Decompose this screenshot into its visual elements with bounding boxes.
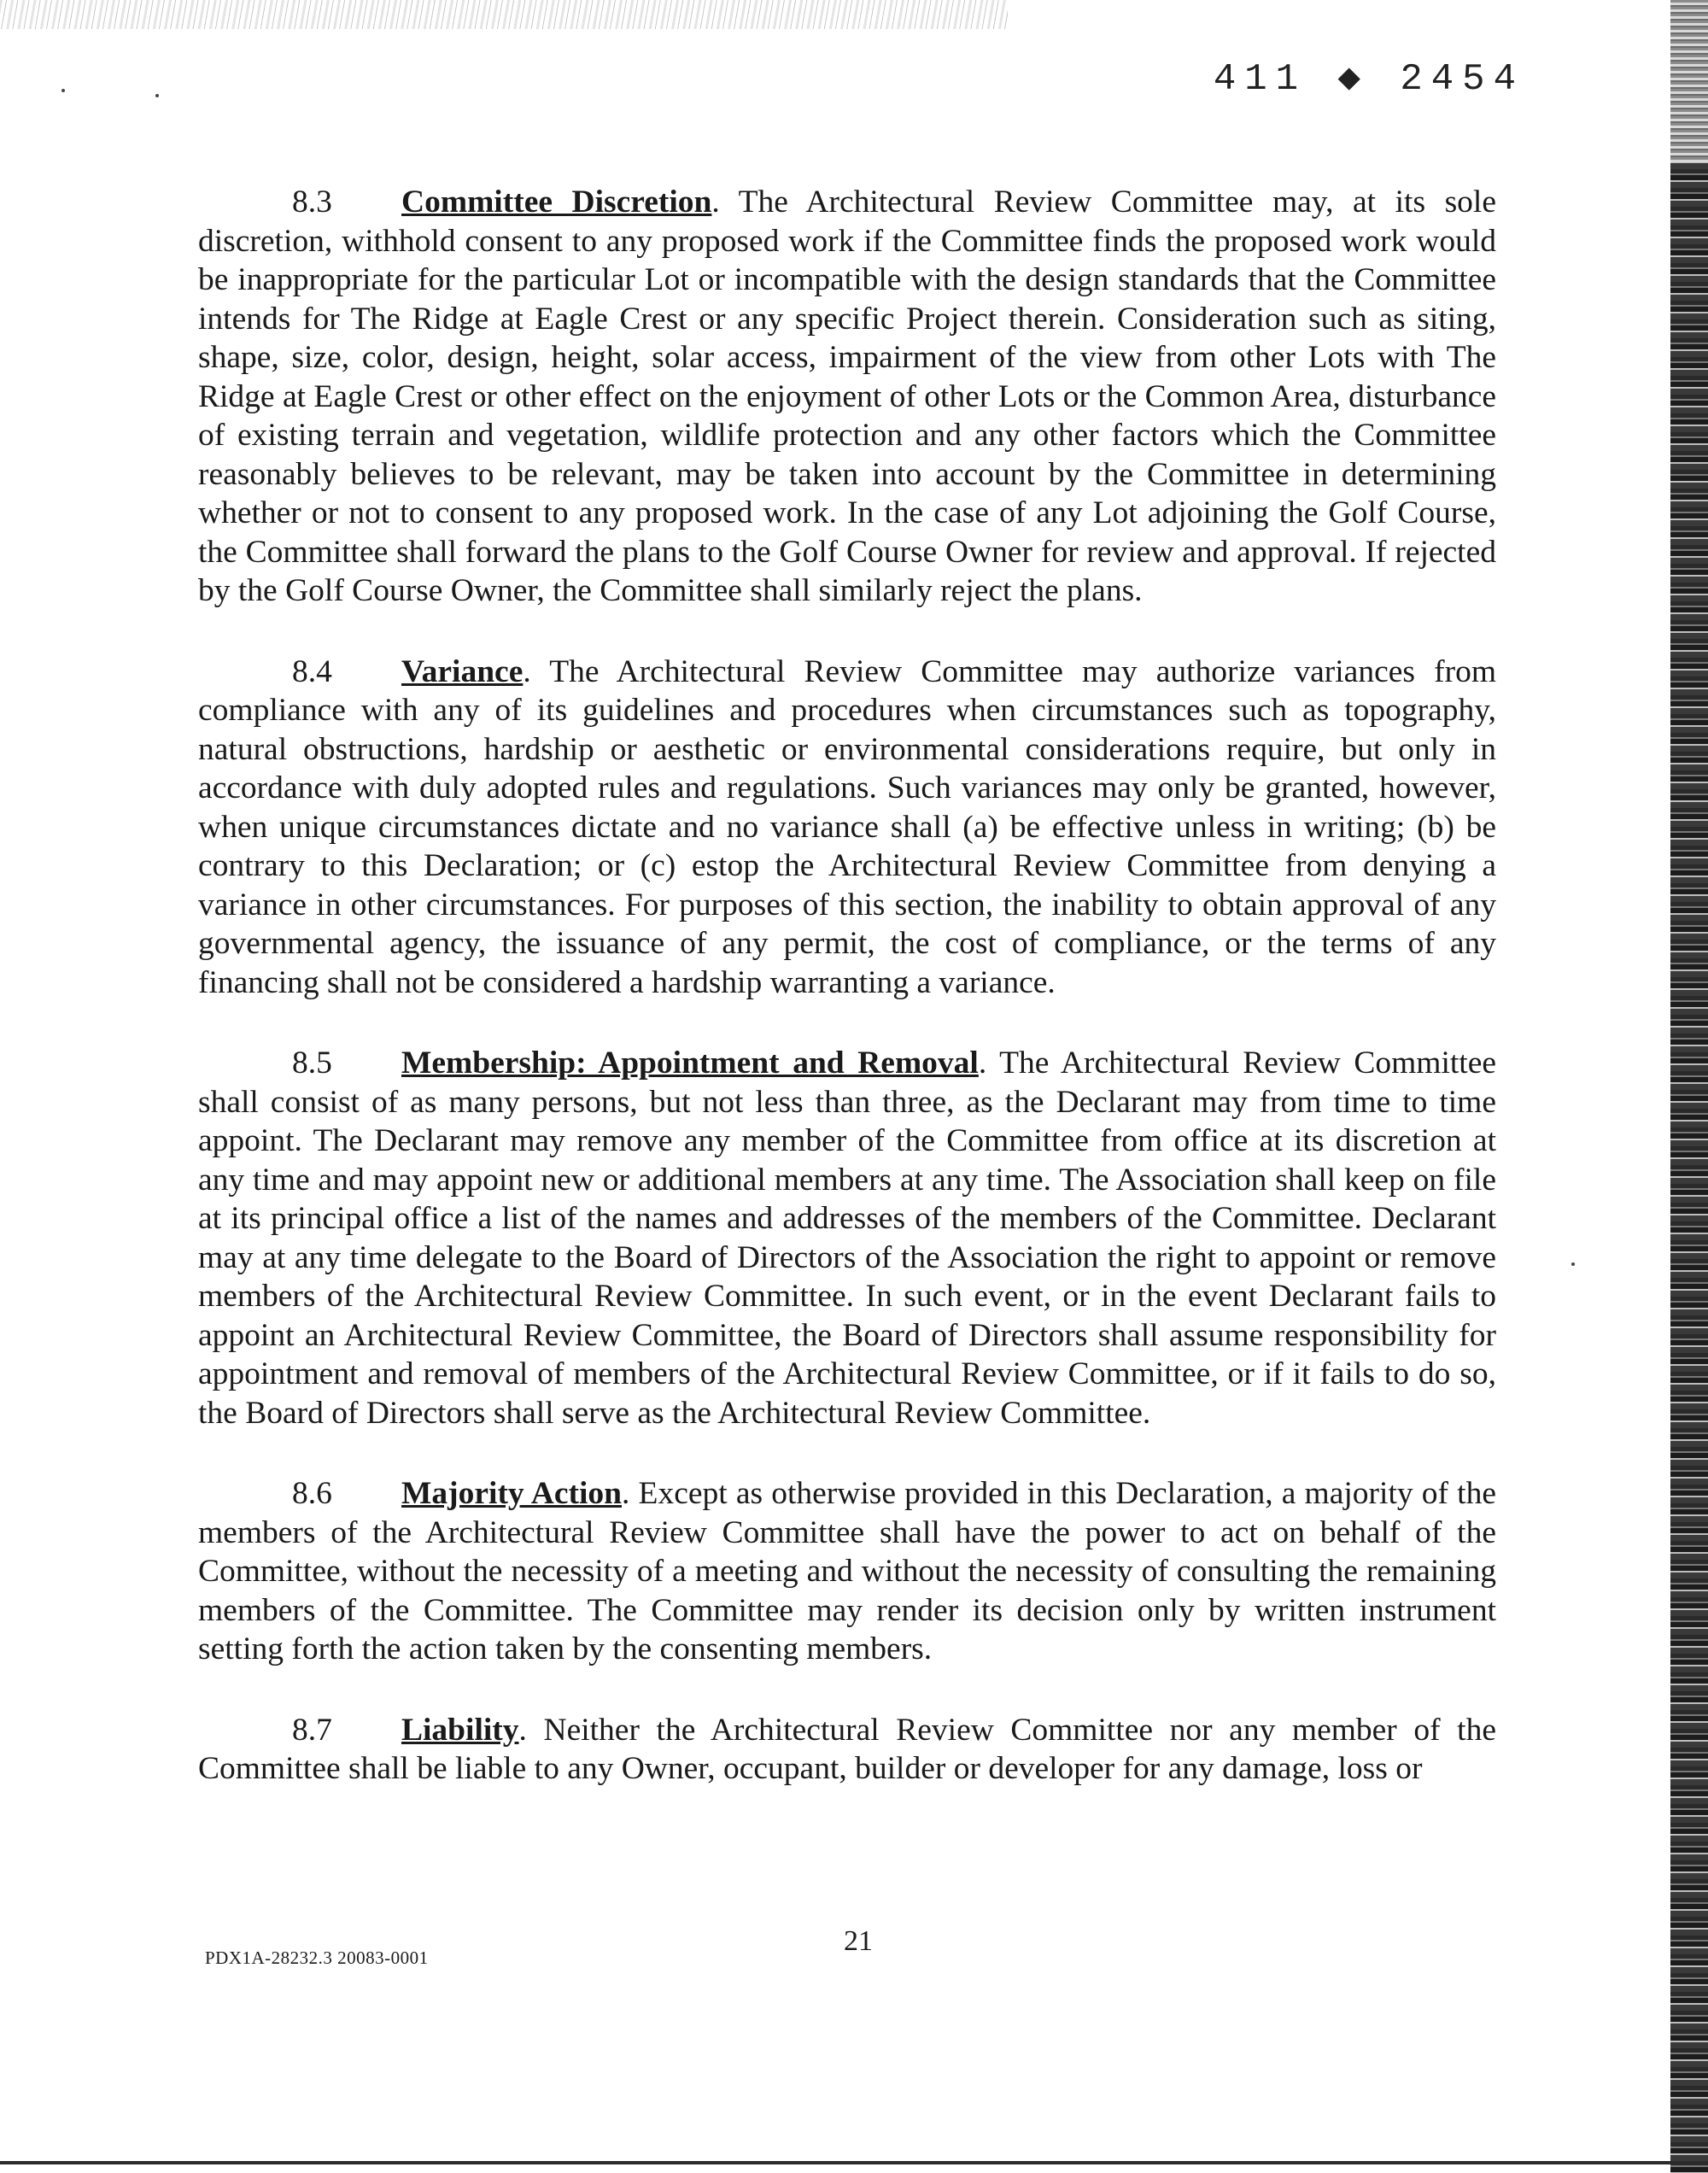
- section-8-7: [198, 1711, 1496, 1789]
- scan-edge-right: [1670, 0, 1708, 2173]
- section-number: 8.4: [292, 653, 332, 689]
- section-8-6: [198, 1474, 1496, 1669]
- scan-edge-right-top: [1670, 0, 1708, 162]
- scan-speck: [61, 89, 65, 92]
- section-text: . The Architectural Review Committee may, at its sole discretion, withhold consent to any proposed work if the Committee finds the proposed work would be inappropriate for the particular Lot or incompatible with the design standards that the Committee intends for The Ridge at Eagle Crest or any specific Project therein. Consideration such as siting, shape, size, color, design, height, solar access, impairment of the view from other Lots with The Ridge at Eagle Crest or other effect on the enjoyment of other Lots or the Common Area, disturbance of existing terrain and vegetation, wildlife protection and any other factors which the Committee reasonably believes to be relevant, may be taken into account by the Committee in determining whether or not to consent to any proposed work. In the case of any Lot adjoining the Golf Course, the Committee shall forward the plans to the Golf Course Owner for review and approval. If rejected by the Golf Course Owner, the Committee shall similarly reject the plans.: [198, 184, 1496, 608]
- section-8-5: [198, 1044, 1496, 1432]
- section-heading: Committee Discretion: [401, 184, 712, 220]
- recording-stamp: 411 ◆ 2454: [1213, 58, 1524, 101]
- section-number: 8.6: [292, 1476, 332, 1511]
- section-heading: Liability: [401, 1712, 519, 1748]
- scan-noise-top: [0, 0, 1008, 29]
- section-text: . Except as otherwise provided in this Declaration, a majority of the members of the Architectural Review Committee shall have the power to act on behalf of the Committee, without the necessity of a meeting and without the necessity of consulting the remaining members of the Committee. The Committee may render its decision only by written instrument setting forth the action taken by the consenting members.: [198, 1476, 1496, 1666]
- section-8-4: [198, 653, 1496, 1003]
- section-text: . The Architectural Review Committee shall consist of as many persons, but not less than three, as the Declarant may from time to time appoint. The Declarant may remove any member of the Committee from office at its discretion at any time and may appoint new or additional members at any time. The Association shall keep on file at its principal office a list of the names and addresses of the members of the Committee. Declarant may at any time delegate to the Board of Directors of the Association the right to appoint or remove members of the Architectural Review Committee. In such event, or in the event Declarant fails to appoint an Architectural Review Committee, the Board of Directors shall assume responsibility for appointment and removal of members of the Architectural Review Committee, or if it fails to do so, the Board of Directors shall serve as the Architectural Review Committee.: [198, 1046, 1497, 1431]
- document-code: PDX1A-28232.3 20083-0001: [205, 1948, 429, 1968]
- section-heading: Majority Action: [401, 1476, 623, 1511]
- document-body: [198, 183, 1496, 1830]
- scan-speck: [155, 94, 159, 97]
- section-heading: Variance: [401, 653, 524, 689]
- scan-edge-bottom: [0, 2161, 1708, 2164]
- section-number: 8.3: [292, 184, 332, 220]
- scan-speck: [1571, 1262, 1575, 1266]
- section-text: . Neither the Architectural Review Committee nor any member of the Committee shall be liable to any Owner, occupant, builder or developer for any damage, loss or: [198, 1712, 1496, 1786]
- section-text: . The Architectural Review Committee may authorize variances from compliance with any of its guidelines and procedures when circumstances such as topography, natural obstructions, hardship or aesthetic or environmental considerations require, but only in accordance with duly adopted rules and regulations. Such variances may only be granted, however, when unique circumstances dictate and no variance shall (a) be effective unless in writing; (b) be contrary to this Declaration; or (c) estop the Architectural Review Committee from denying a variance in other circumstances. For purposes of this section, the inability to obtain approval of any governmental agency, the issuance of any permit, the cost of compliance, or the terms of any financing shall not be considered a hardship warranting a variance.: [198, 653, 1496, 1000]
- page-number: 21: [844, 1925, 873, 1957]
- section-number: 8.7: [292, 1712, 332, 1748]
- section-8-3: [198, 183, 1496, 611]
- section-heading: Membership: Appointment and Removal: [401, 1046, 979, 1081]
- section-number: 8.5: [292, 1046, 332, 1081]
